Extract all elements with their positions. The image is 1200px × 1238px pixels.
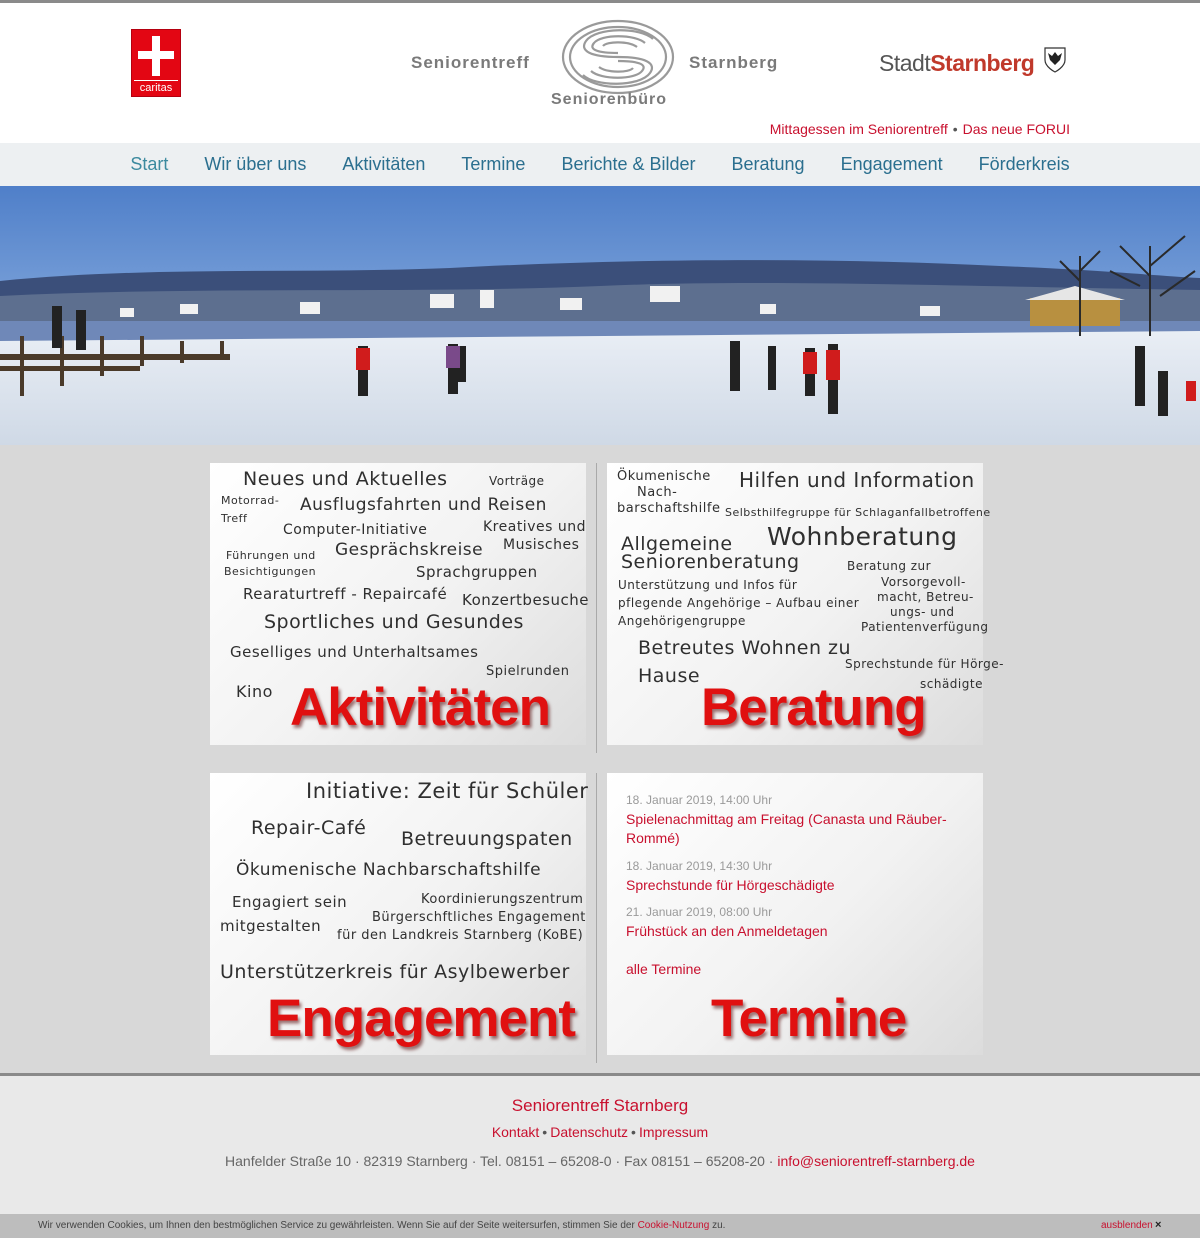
tag-hause: Hause <box>638 665 701 687</box>
footer-address-text: Hanfelder Straße 10 · 82319 Starnberg · Tel. 08151 – 65208-0 · Fax 08151 – 65208-20 · <box>225 1153 774 1169</box>
tag-nachbarschaftshilfe: barschaftshilfe <box>617 501 721 516</box>
tag-schaedigte: schädigte <box>920 677 983 691</box>
cookie-text-before: Wir verwenden Cookies, um Ihnen den bestmöglichen Service zu gewährleisten. Wenn Sie auf der Seite weitersurfen, stimmen Sie der <box>38 1220 635 1231</box>
tag-neues: Neues und Aktuelles <box>243 468 448 490</box>
cookie-text-after: zu. <box>712 1220 726 1231</box>
event-date: 21. Januar 2019, 08:00 Uhr <box>626 905 773 919</box>
tag-gespraech: Gesprächskreise <box>335 540 484 560</box>
nav-berichte-bilder[interactable]: Berichte & Bilder <box>561 154 696 174</box>
tag-seniorenberatung: Seniorenberatung <box>621 551 800 573</box>
tag-repaircafe: Rearaturtreff - Repaircafé <box>243 585 448 603</box>
tag-sport: Sportliches und Gesundes <box>264 611 524 633</box>
tag-kobe: für den Landkreis Starnberg (KoBE) <box>337 928 584 943</box>
tag-treff: Treff <box>221 512 248 525</box>
top-link-forum[interactable]: Das neue FORUI <box>962 121 1070 137</box>
site-footer <box>0 1076 1200 1214</box>
tag-computer: Computer-Initiative <box>283 522 428 538</box>
stadt-starnberg-logo[interactable] <box>879 50 1034 77</box>
tile-divider-bottom <box>596 773 597 1063</box>
all-events-link[interactable]: alle Termine <box>626 961 702 977</box>
tag-hilfen: Hilfen und Information <box>739 468 975 492</box>
tile-heading-beratung: Beratung <box>701 678 926 737</box>
tag-koordinierung: Koordinierungszentrum <box>421 892 584 907</box>
footer-link-separator: • <box>631 1124 636 1140</box>
nav-wir-ueber-uns[interactable]: Wir über uns <box>204 154 307 174</box>
tag-nach: Nach- <box>637 485 678 500</box>
footer-link-separator: • <box>542 1124 548 1140</box>
tag-sprachgruppen: Sprachgruppen <box>416 563 538 581</box>
tag-konzert: Konzertbesuche <box>462 591 589 609</box>
tag-selbsthilfe: Selbsthilfegruppe für Schlaganfallbetroffene <box>725 506 991 519</box>
cookie-banner <box>0 1214 1200 1238</box>
logo-title-bottom: Seniorenbüro <box>551 91 668 108</box>
nav-aktivitaeten[interactable]: Aktivitäten <box>342 154 426 174</box>
tag-angehoerigengruppe: Angehörigengruppe <box>618 614 746 628</box>
tag-kreatives: Kreatives und <box>483 519 586 535</box>
caritas-logo-label: caritas <box>134 80 178 95</box>
cookie-close-icon[interactable]: × <box>1155 1219 1162 1231</box>
nav-termine[interactable]: Termine <box>461 154 526 174</box>
tag-zeit-fuer-schueler: Initiative: Zeit für Schüler <box>306 779 589 803</box>
tile-engagement[interactable] <box>210 773 589 1055</box>
tag-vorsorge: Vorsorgevoll- <box>881 575 966 589</box>
caritas-logo[interactable] <box>131 29 181 97</box>
top-news-links <box>770 121 1070 137</box>
tag-kino: Kino <box>236 682 273 701</box>
tag-gesellig: Geselliges und Unterhaltsames <box>230 643 479 661</box>
top-link-mittagessen[interactable]: Mittagessen im Seniorentreff <box>769 121 948 137</box>
tag-buergerschaftlich: Bürgerschftliches Engagement <box>372 910 586 925</box>
event-title-link[interactable]: Spielenachmittag am Freitag (Canasta und Räuber-Rommé) <box>626 811 947 846</box>
tag-unterstuetzung: Unterstützung und Infos für <box>618 578 798 592</box>
nav-engagement[interactable]: Engagement <box>840 154 943 174</box>
event-title-link[interactable]: Frühstück an den Anmeldetagen <box>626 923 828 939</box>
tag-fuehrungen: Führungen und <box>226 549 316 562</box>
footer-email-link[interactable]: info@seniorentreff-starnberg.de <box>777 1153 975 1169</box>
tag-vortraege: Vorträge <box>489 474 545 488</box>
tile-beratung[interactable] <box>607 463 1004 745</box>
tag-motorrad: Motorrad- <box>221 494 280 507</box>
cookie-policy-link[interactable]: Cookie-Nutzung <box>637 1220 710 1231</box>
stadt-prefix: Stadt <box>879 50 931 76</box>
main-nav <box>0 143 1200 186</box>
tile-heading-termine[interactable]: Termine <box>711 989 907 1048</box>
tag-betreutes: Betreutes Wohnen zu <box>638 637 852 659</box>
site-header <box>0 3 1200 143</box>
footer-link-impressum[interactable]: Impressum <box>638 1124 709 1140</box>
footer-links <box>0 1124 1200 1140</box>
event-date: 18. Januar 2019, 14:30 Uhr <box>626 859 773 873</box>
tile-heading-engagement: Engagement <box>267 989 576 1048</box>
logo-title-right: Starnberg <box>689 53 779 72</box>
tag-asyl: Unterstützerkreis für Asylbewerber <box>220 961 570 983</box>
nav-start[interactable]: Start <box>130 154 169 174</box>
tile-divider-top <box>596 463 597 753</box>
event-date: 18. Januar 2019, 14:00 Uhr <box>626 793 773 807</box>
tile-heading-aktivitaeten: Aktivitäten <box>290 678 550 737</box>
tag-ausflug: Ausflugsfahrten und Reisen <box>300 495 547 515</box>
tag-repair-cafe: Repair-Café <box>251 817 367 839</box>
logo-title-left: Seniorentreff <box>411 53 530 72</box>
tag-macht: macht, Betreu- <box>877 590 974 604</box>
cookie-text <box>38 1220 725 1231</box>
tile-aktivitaeten[interactable] <box>210 463 589 745</box>
tile-termine <box>607 773 983 1055</box>
tag-allgemeine: Allgemeine <box>621 533 733 555</box>
top-link-separator: • <box>952 121 958 137</box>
tag-musisches: Musisches <box>503 537 580 553</box>
winter-lake-banner-image <box>0 186 1200 445</box>
footer-link-datenschutz[interactable]: Datenschutz <box>550 1124 629 1140</box>
footer-address <box>0 1153 1200 1169</box>
tag-beratung-zur: Beratung zur <box>847 559 932 573</box>
footer-title: Seniorentreff Starnberg <box>511 1096 689 1115</box>
tag-spielrunden: Spielrunden <box>486 664 570 679</box>
tag-patienten: Patientenverfügung <box>861 620 989 634</box>
tag-pflegende: pflegende Angehörige – Aufbau einer <box>618 596 860 610</box>
tag-engagiert: Engagiert sein <box>232 893 348 911</box>
tag-mitgestalten: mitgestalten <box>220 917 322 935</box>
tag-wohnberatung: Wohnberatung <box>767 522 958 551</box>
cookie-dismiss-link[interactable]: ausblenden <box>1101 1220 1153 1231</box>
footer-link-kontakt[interactable]: Kontakt <box>491 1124 540 1140</box>
tag-ungs: ungs- und <box>890 605 955 619</box>
nav-beratung[interactable]: Beratung <box>731 154 805 174</box>
stadt-name: Starnberg <box>930 50 1035 76</box>
tag-oekumenisch: Ökumenische <box>617 469 711 484</box>
tag-besichtigungen: Besichtigungen <box>224 565 317 578</box>
nav-foerderkreis[interactable]: Förderkreis <box>978 154 1070 174</box>
seniorentreff-spiral-logo-icon[interactable] <box>561 19 675 95</box>
caritas-cross-icon <box>135 33 177 79</box>
tag-sprechstunde: Sprechstunde für Hörge- <box>845 657 1004 671</box>
tag-nachbarschaftshilfe: Ökumenische Nachbarschaftshilfe <box>236 860 542 880</box>
tag-betreuungspaten: Betreuungspaten <box>401 828 573 850</box>
event-title-link[interactable]: Sprechstunde für Hörgeschädigte <box>626 877 835 893</box>
city-crest-icon <box>1044 47 1066 73</box>
